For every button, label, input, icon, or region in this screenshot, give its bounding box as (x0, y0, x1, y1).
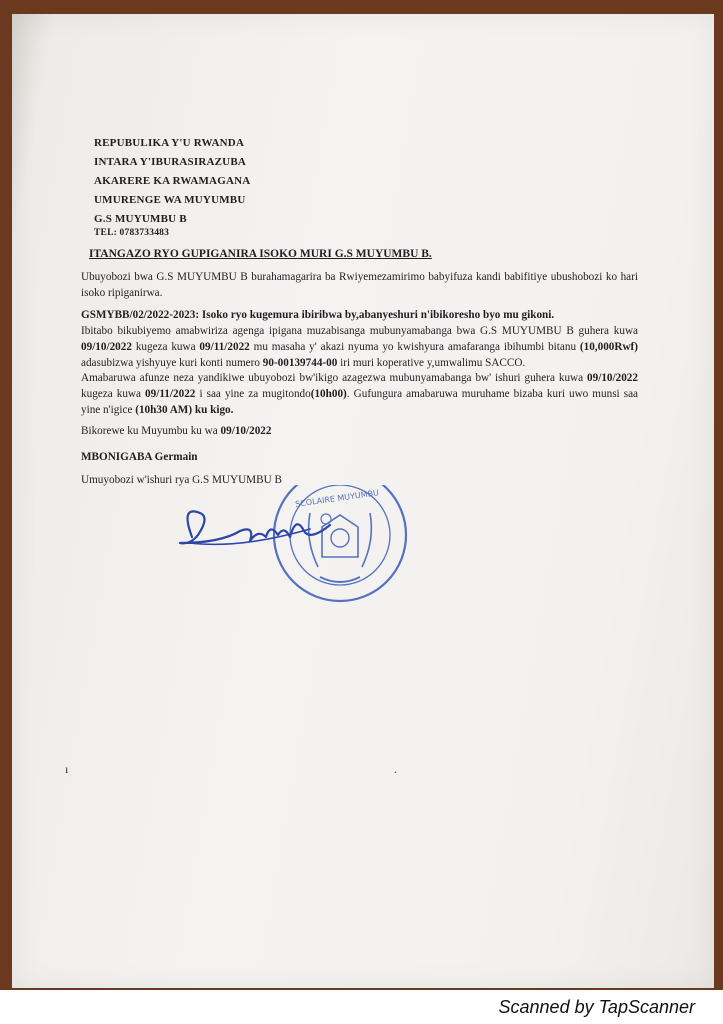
tender-text-3: mu masaha y' akazi nyuma yo kwishyura amafaranga ibihumbi bitanu (253, 341, 577, 353)
header-country: REPUBULIKA Y'U RWANDA (94, 137, 245, 149)
scan-speck: ı (65, 762, 69, 776)
tender-fee: (10,000Rwf) (579, 341, 638, 353)
submission-text-3: i saa yine za mugitondo (199, 388, 311, 400)
signature-and-stamp (160, 485, 430, 625)
place-date-line (81, 425, 272, 437)
intro-paragraph: Ubuyobozi bwa G.S MUYUMBU B burahamagarira ba Rwiyemezamirimo babyifuza kandi babifitiye ubushobozi ko hari isoko ripiganirwa. (81, 271, 638, 299)
header-phone: TEL: 0783733483 (94, 228, 170, 238)
tender-account: 90-00139744-00 (262, 357, 338, 369)
place-date-value: 09/10/2022 (220, 425, 272, 437)
scan-speck: . (394, 762, 397, 776)
submission-text-4: . Gufungura amabaruwa muruhame bizaba kuri uwo munsi saa yine n'igice (81, 388, 638, 416)
tender-ref: GSMYBB/02/2022-2023: (81, 309, 200, 321)
submission-deadline-time: (10h00) (310, 388, 347, 400)
place-date-text: Bikorewe ku Muyumbu ku wa (81, 425, 218, 437)
submission-date-to: 09/11/2022 (145, 388, 196, 400)
handwritten-signature (180, 511, 330, 543)
tender-subject: Isoko ryo kugemura ibiribwa by,abanyeshuri n'ibikoresho byo mu gikoni. (201, 309, 555, 321)
tender-paragraph (81, 307, 638, 371)
tender-date-to: 09/11/2022 (199, 341, 250, 353)
tender-date-from: 09/10/2022 (81, 341, 132, 353)
header-sector: UMURENGE WA MUYUMBU (94, 194, 246, 206)
official-stamp (274, 485, 406, 601)
header-district: AKARERE KA RWAMAGANA (94, 175, 251, 187)
tender-text-2: kugeza kuwa (135, 341, 196, 353)
svg-text:SCOLAIRE MUYUMBU: SCOLAIRE MUYUMBU (294, 488, 380, 509)
tender-text-1: Ibitabo bikubiyemo amabwiriza agenga ipigana muzabisanga mubunyamabanga bwa G.S MUYUMBU B guhera kuwa (81, 325, 638, 337)
submission-date-from: 09/10/2022 (587, 372, 638, 384)
submission-text-1: Amabaruwa afunze neza yandikiwe ubuyobozi bw'ikigo azagezwa mubunyamabanga bw' ishuri guhera kuwa (81, 372, 584, 384)
header-province: INTARA Y'IBURASIRAZUBA (94, 156, 247, 168)
submission-opening-time: (10h30 AM) ku kigo. (135, 404, 234, 416)
signatory-role: Umuyobozi w'ishuri rya G.S MUYUMBU B (81, 474, 282, 486)
header-school: G.S MUYUMBU B (94, 213, 187, 225)
notice-title: ITANGAZO RYO GUPIGANIRA ISOKO MURI G.S MUYUMBU B. (89, 248, 432, 260)
tender-text-4: adasubizwa yishyuye kuri konti numero (81, 357, 260, 369)
scanner-watermark: Scanned by TapScanner (498, 997, 695, 1017)
submission-paragraph (81, 370, 638, 418)
submission-text-2: kugeza kuwa (81, 388, 141, 400)
signatory-name: MBONIGABA Germain (81, 451, 198, 463)
tender-text-5: iri muri koperative y,umwalimu SACCO. (340, 357, 526, 369)
